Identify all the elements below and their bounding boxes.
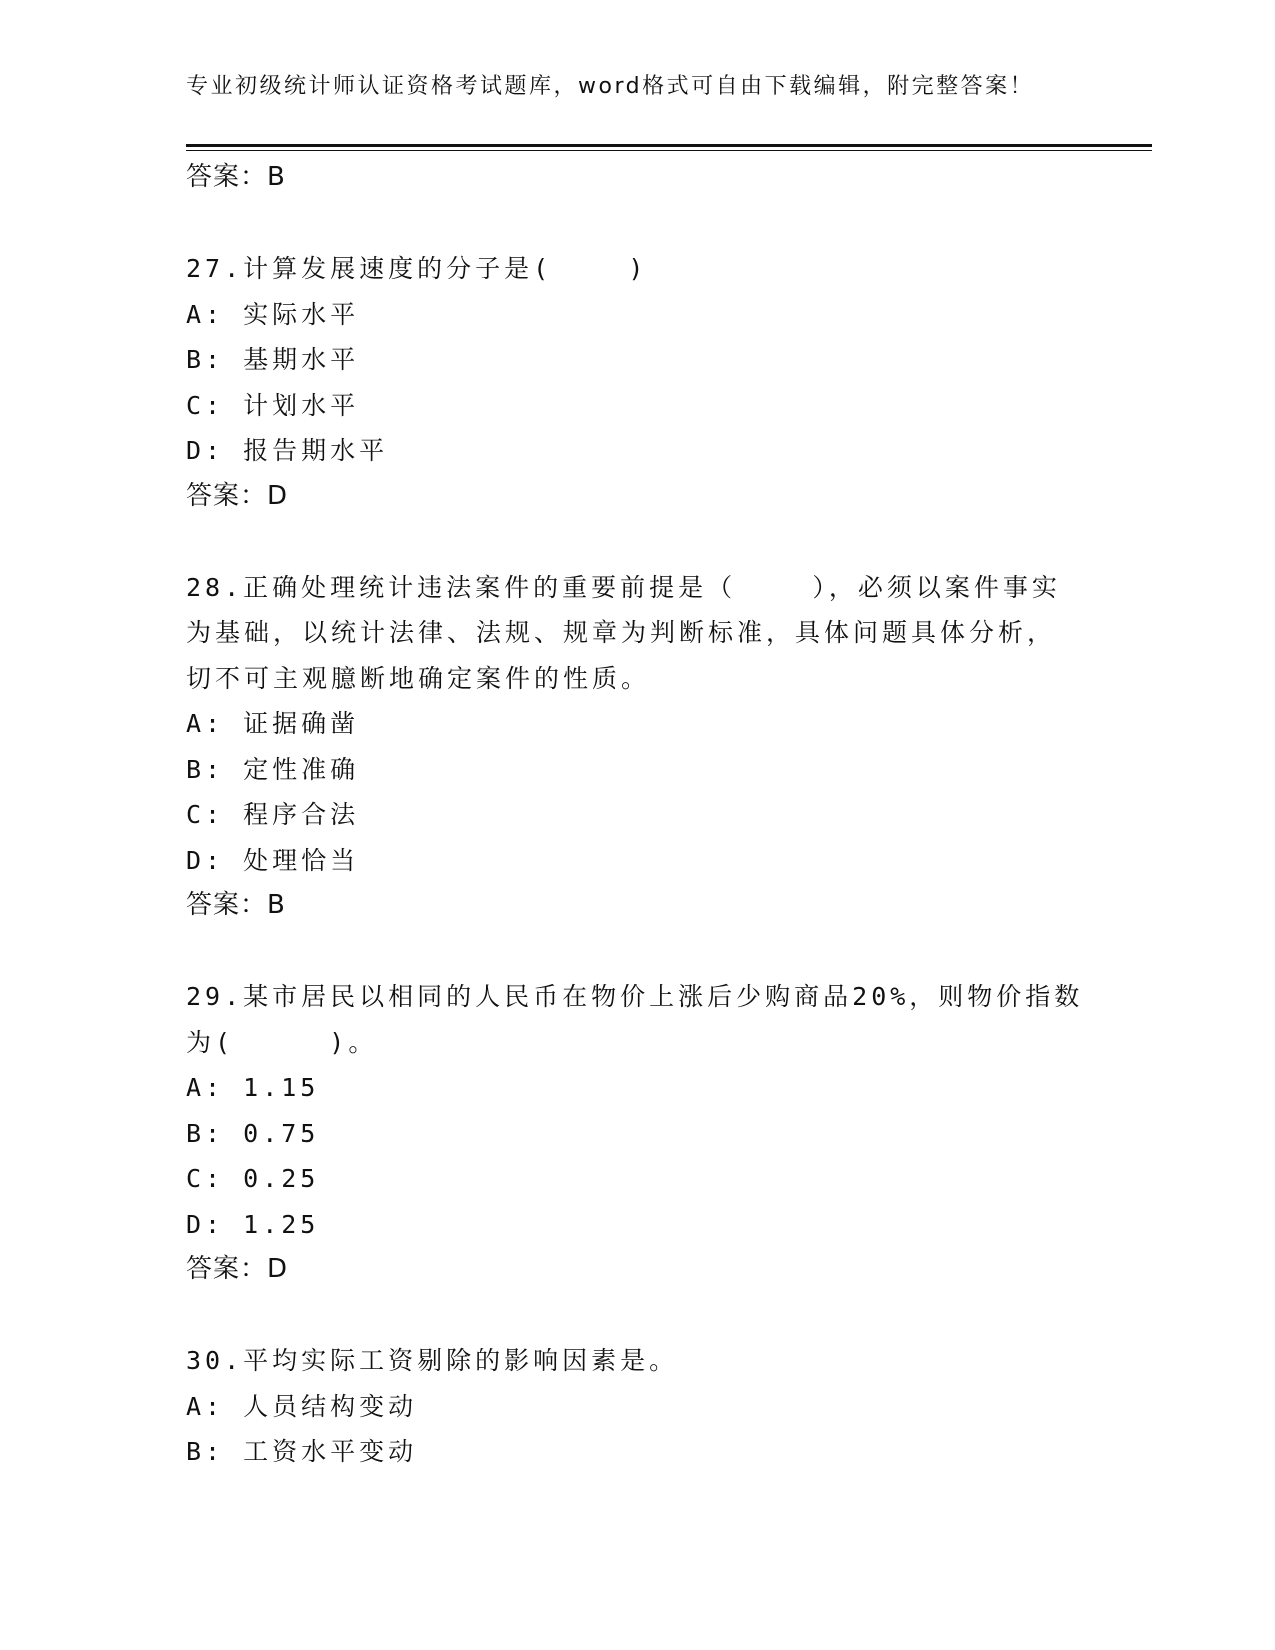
option-d: D: 1.25: [186, 1209, 320, 1239]
option-a: A: 实际水平: [186, 299, 360, 329]
option-a: A: 1.15: [186, 1073, 320, 1102]
option-d: D: 报告期水平: [186, 436, 389, 465]
option-c: C: 0.25: [186, 1164, 320, 1193]
answer-line: 答案：B: [186, 890, 286, 920]
spacer: [186, 519, 1106, 565]
question-stem: 28.正确处理统计违法案件的重要前提是（ ），必须以案件事实: [186, 572, 1061, 602]
option-a: A: 人员结构变动: [186, 1391, 418, 1421]
option-b: B: 定性准确: [186, 754, 360, 784]
answer-line: 答案：D: [186, 480, 289, 511]
question-stem-continued: 为基础，以统计法律、法规、规章为判断标准，具体问题具体分析，: [186, 618, 1057, 647]
question-stem: 27.计算发展速度的分子是( ): [186, 254, 648, 283]
option-b: B: 0.75: [186, 1118, 320, 1148]
header-rule-thick: [186, 144, 1152, 147]
option-c: C: 程序合法: [186, 800, 360, 829]
question-stem-continued: 为( )。: [186, 1027, 378, 1057]
spacer: [186, 201, 1106, 247]
question-list: [186, 155, 1106, 1475]
spacer: [186, 1293, 1106, 1339]
option-c: C: 计划水平: [186, 390, 360, 420]
option-d: D: 处理恰当: [186, 845, 360, 875]
answer-line: 答案：D: [186, 1254, 289, 1284]
spacer: [186, 929, 1106, 975]
answer-line: 答案：B: [186, 162, 286, 192]
page-header: 专业初级统计师认证资格考试题库，word格式可自由下载编辑，附完整答案！: [186, 74, 1035, 99]
header-rule-thin: [186, 150, 1152, 151]
option-b: B: 基期水平: [186, 345, 360, 374]
option-a: A: 证据确凿: [186, 709, 360, 738]
question-stem-continued: 切不可主观臆断地确定案件的性质。: [186, 663, 651, 693]
question-stem: 30.平均实际工资剔除的影响因素是。: [186, 1346, 679, 1375]
question-stem: 29.某市居民以相同的人民币在物价上涨后少购商品20%，则物价指数: [186, 982, 1084, 1011]
option-b: B: 工资水平变动: [186, 1437, 418, 1466]
